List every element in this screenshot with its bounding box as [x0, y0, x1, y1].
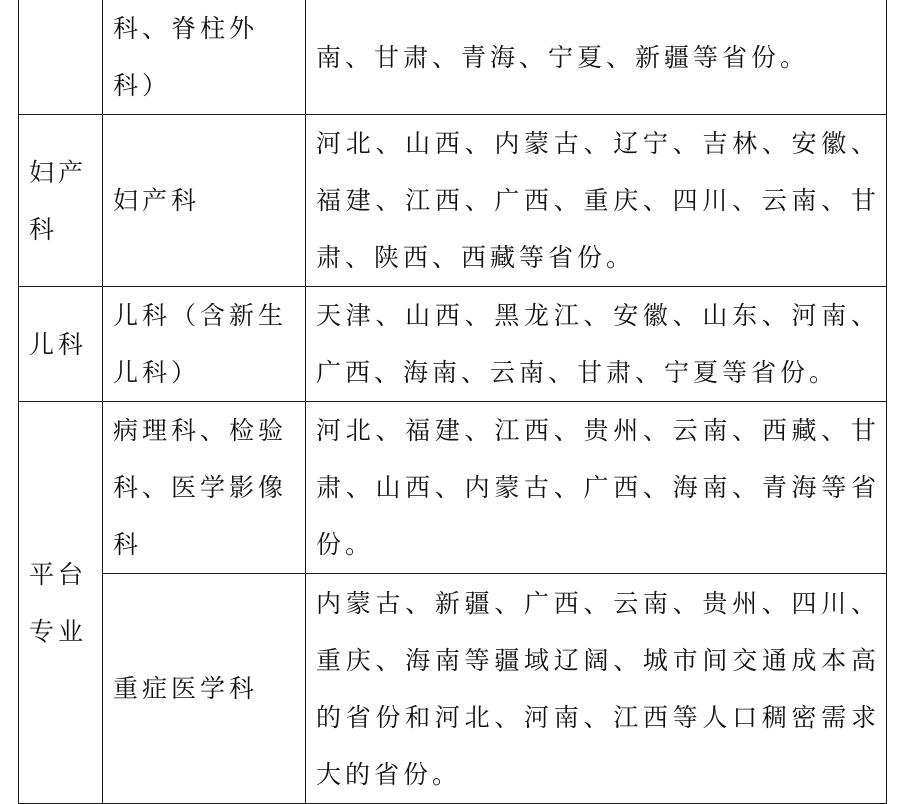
specialty-cell: 儿科（含新生儿科） [103, 287, 306, 402]
department-cell: 妇产科 [19, 115, 103, 287]
department-cell: 平台专业 [19, 402, 103, 804]
provinces-cell: 内蒙古、新疆、广西、云南、贵州、四川、重庆、海南等疆域辽阔、城市间交通成本高的省份和河北、河南、江西等人口稠密需求大的省份。 [306, 574, 887, 804]
table-row [19, 115, 887, 287]
provinces-cell: 南、甘肃、青海、宁夏、新疆等省份。 [306, 0, 887, 115]
specialty-province-table [18, 0, 887, 804]
provinces-cell: 河北、山西、内蒙古、辽宁、吉林、安徽、福建、江西、广西、重庆、四川、云南、甘肃、陕西、西藏等省份。 [306, 115, 887, 287]
department-cell: 儿科 [19, 287, 103, 402]
table-row [19, 574, 887, 804]
specialty-cell: 重症医学科 [103, 574, 306, 804]
specialty-cell: 科、脊柱外科） [103, 0, 306, 115]
specialty-cell: 妇产科 [103, 115, 306, 287]
table-row [19, 287, 887, 402]
specialty-cell: 病理科、检验科、医学影像科 [103, 402, 306, 574]
table-row [19, 0, 887, 115]
table-row [19, 402, 887, 574]
provinces-cell: 河北、福建、江西、贵州、云南、西藏、甘肃、山西、内蒙古、广西、海南、青海等省份。 [306, 402, 887, 574]
provinces-cell: 天津、山西、黑龙江、安徽、山东、河南、广西、海南、云南、甘肃、宁夏等省份。 [306, 287, 887, 402]
department-cell [19, 0, 103, 115]
